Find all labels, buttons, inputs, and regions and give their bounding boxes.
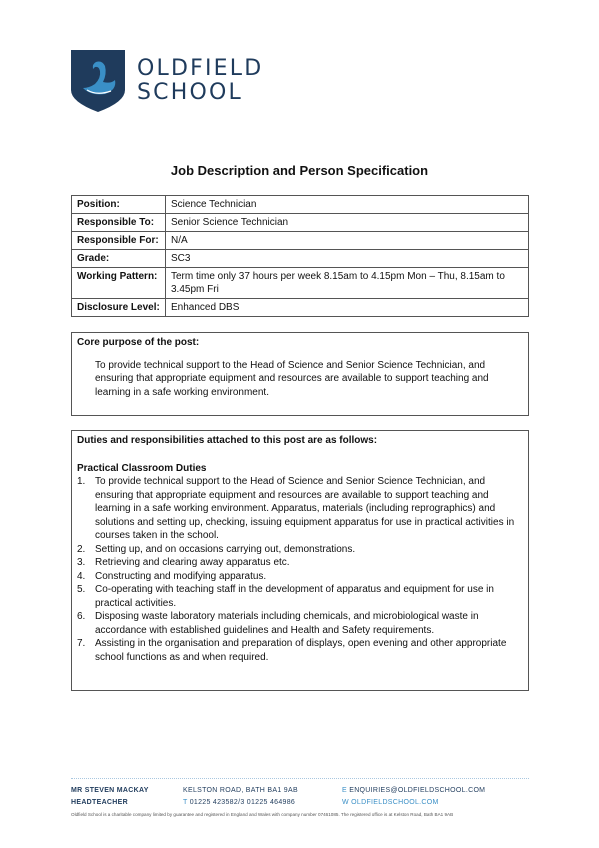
duty-number: 5. [77,584,86,595]
school-phone: 01225 423582/3 01225 464986 [189,799,296,806]
info-label: Disclosure Level: [72,299,166,317]
info-row [72,232,529,250]
email-mark: E [342,787,347,794]
school-address: KELSTON ROAD, BATH BA1 9AB [183,787,298,794]
duty-item [72,583,523,610]
info-label: Responsible For: [72,232,166,250]
document-title: Job Description and Person Specification [170,163,429,178]
footer-divider [71,778,529,779]
legal-notice: Oldfield School is a charitable company limited by guarantee and registered in England and Wales with company number 07461085. The registered office is at Kelston Road, Bath BA1 9AB [71,812,454,817]
info-label: Working Pattern: [72,268,166,299]
footer-address-block [183,785,298,809]
duty-number: 7. [77,638,86,649]
core-purpose-text: To provide technical support to the Head of Science and Senior Science Technician, and ensuring that appropriate equipment and resources are available to support teaching and learning in a safe working environment. [95,359,489,398]
duty-item [72,556,523,570]
school-logo [71,50,263,112]
duties-heading: Duties and responsibilities attached to this post are as follows: [77,435,378,446]
duty-number: 4. [77,570,86,582]
swan-crest-icon [71,50,125,112]
duty-text: Constructing and modifying apparatus. [95,570,267,582]
footer-contact-name [71,785,149,809]
info-row [72,214,529,232]
duty-text: Retrieving and clearing away apparatus etc. [95,557,290,568]
phone-mark: T [183,799,188,806]
footer-web-block [342,785,485,809]
info-value: N/A [166,232,529,250]
info-label: Grade: [72,250,166,268]
core-purpose-heading: Core purpose of the post: [77,337,200,348]
duty-text: Assisting in the organisation and preparation of displays, open evening and other appropriate school functions as and when required. [95,638,507,663]
info-row [72,299,529,317]
info-row [72,196,529,214]
core-purpose-box [71,332,529,416]
duties-subheading: Practical Classroom Duties [77,462,207,474]
duty-text: Co-operating with teaching staff in the development of apparatus and equipment for use in practical activities. [95,584,494,609]
duties-box [71,430,529,691]
school-name-line1: OLDFIELD [137,56,264,81]
duty-number: 1. [77,476,86,487]
school-website[interactable]: OLDFIELDSCHOOL.COM [351,799,439,806]
school-name-line2: SCHOOL [137,80,243,105]
info-value: Term time only 37 hours per week 8.15am to 4.15pm Mon – Thu, 8.15am to 3.45pm Fri [166,268,529,299]
duty-number: 2. [77,543,86,555]
info-value: Senior Science Technician [166,214,529,232]
info-row [72,268,529,299]
duty-item [72,543,523,557]
duty-text: Disposing waste laboratory materials including chemicals, and microbiological waste in accordance with established guidelines and Health and Safety requirements. [95,611,479,636]
school-email[interactable]: ENQUIRIES@OLDFIELDSCHOOL.COM [349,787,486,794]
info-value: Science Technician [166,196,529,214]
web-mark: W [342,799,349,806]
duty-text: To provide technical support to the Head of Science and Senior Science Technician, and ensuring that appropriate equipment and resources are available to support teaching and learning in a safe working environment. Apparatus, materials (including reprographics) and solutions and setting up, checking, issuing equipment apparatus for use in practical activities in courses taken in the school. [95,476,515,541]
duty-item [72,637,523,664]
job-info-table [71,195,529,317]
duty-number: 6. [77,611,86,622]
info-value: SC3 [166,250,529,268]
duty-number: 3. [77,557,86,568]
school-name [137,57,263,105]
info-row [72,250,529,268]
duty-item [72,610,523,637]
duty-item [72,570,523,584]
duties-list [72,475,528,664]
headteacher-name: MR STEVEN MACKAY [71,787,149,794]
info-value: Enhanced DBS [166,299,529,317]
info-label: Responsible To: [72,214,166,232]
duty-text: Setting up, and on occasions carrying out, demonstrations. [95,543,356,555]
duty-item [72,475,523,543]
headteacher-role: HEADTEACHER [71,799,128,806]
info-label: Position: [72,196,166,214]
